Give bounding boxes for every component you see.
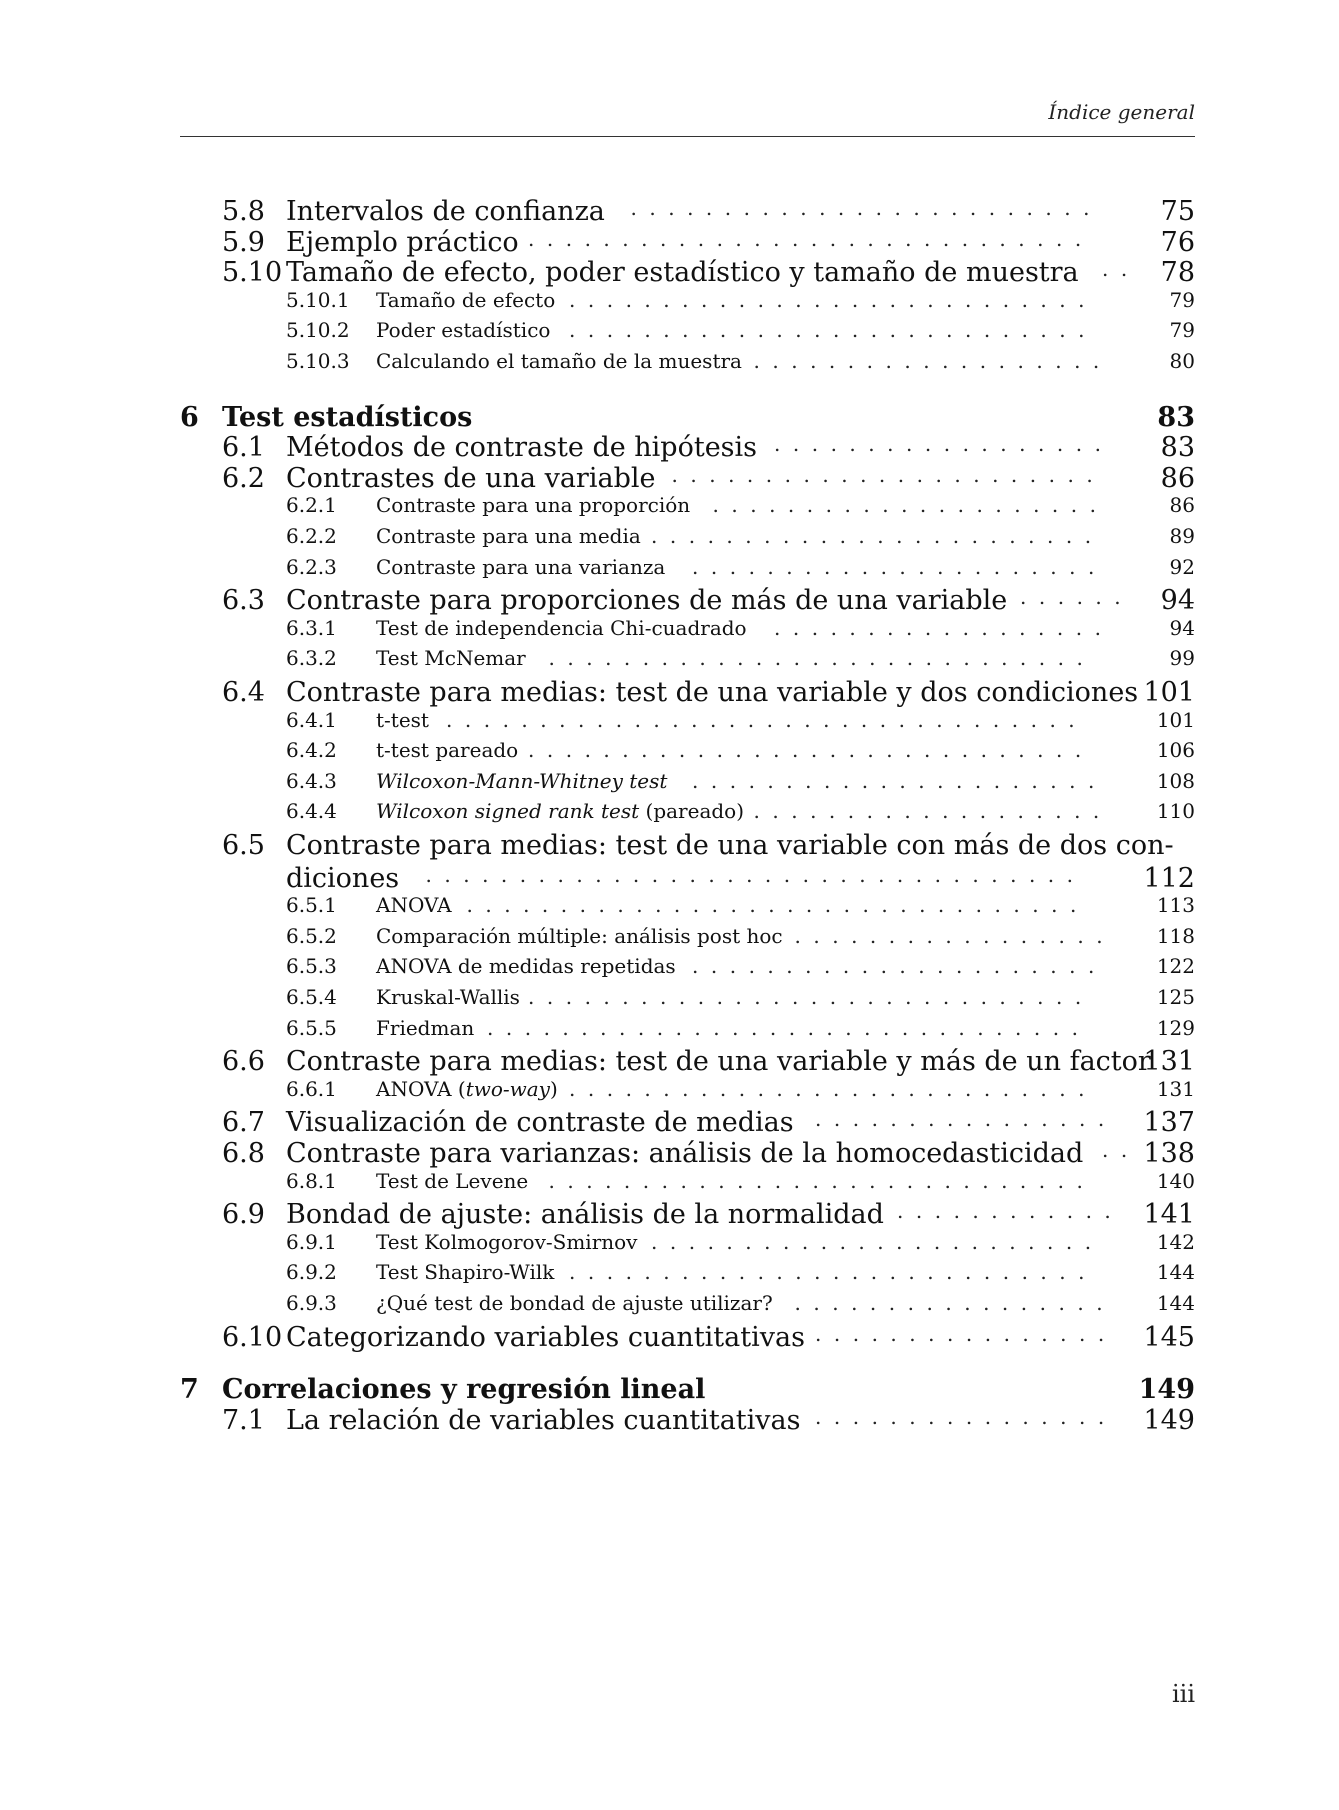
toc-page-number: 75	[1160, 196, 1195, 227]
toc-title: Test estadísticos	[222, 401, 473, 433]
toc-leader-dots: ........................	[651, 1229, 1104, 1254]
toc-leader-dots: ........................	[651, 524, 1104, 548]
toc-page-number: 94	[1160, 585, 1195, 617]
toc-number: 6.6.1	[286, 1076, 337, 1101]
toc-title: ANOVA de medidas repetidas	[376, 954, 676, 979]
toc-leader-dots: .......................	[671, 462, 1106, 487]
toc-number: 7	[180, 1374, 199, 1406]
toc-leader-dots: ..	[1102, 257, 1140, 282]
toc-page-number: 86	[1169, 493, 1195, 518]
toc-page-number: 113	[1156, 893, 1195, 918]
toc-leader-dots: ......................	[692, 768, 1107, 793]
toc-page-number: 149	[1143, 1404, 1195, 1436]
toc-title: La relación de variables cuantitativas	[286, 1404, 801, 1436]
toc-subsection[interactable]	[0, 555, 1339, 590]
toc-page-number: 118	[1156, 923, 1195, 948]
toc-number: 6.4.1	[286, 707, 337, 732]
toc-number: 6.1	[222, 432, 265, 464]
toc-title: Test Shapiro-Wilk	[376, 1260, 555, 1285]
toc-leader-dots: .........................	[630, 196, 1102, 220]
toc-title: Contraste para medias: test de una variable y dos condiciones	[286, 677, 1139, 708]
toc-title: Contraste para medias: test de una variable con más de dos con-	[286, 830, 1174, 861]
toc-title: Contraste para una media	[376, 524, 641, 548]
toc-section[interactable]	[0, 1107, 1339, 1142]
toc-title: Kruskal-Wallis	[376, 985, 520, 1009]
toc-title: Wilcoxon-Mann-Whitney test	[376, 768, 668, 793]
toc-leader-dots: ..............................	[528, 226, 1094, 251]
toc-number: 6.3.2	[286, 646, 337, 671]
toc-leader-dots: ...................................	[425, 862, 1086, 887]
toc-number: 6.4.2	[286, 738, 337, 763]
toc-page-number: 149	[1138, 1374, 1195, 1406]
toc-section[interactable]	[0, 227, 1339, 262]
toc-page-number: 76	[1160, 226, 1195, 258]
toc-section[interactable]	[0, 585, 1339, 620]
toc-page-number: 89	[1169, 524, 1195, 548]
toc-number: 6.3.1	[286, 615, 337, 640]
toc-title: Contraste para varianzas: análisis de la homocedasticidad	[286, 1138, 1084, 1169]
toc-number: 6.8.1	[286, 1168, 337, 1193]
toc-leader-dots: ................................	[487, 1015, 1091, 1040]
toc-leader-dots: ..............................	[528, 985, 1094, 1009]
running-header: Índice general	[1048, 100, 1195, 124]
toc-subsection[interactable]	[0, 924, 1339, 959]
toc-leader-dots: .............................	[548, 1168, 1096, 1193]
toc-title: Tamaño de efecto	[376, 287, 556, 312]
toc-section[interactable]	[0, 463, 1339, 498]
toc-number: 5.9	[222, 226, 265, 258]
toc-section[interactable]	[0, 863, 1339, 898]
toc-title: Contraste para proporciones de más de una variable	[286, 585, 1008, 617]
page-number: iii	[1171, 1680, 1195, 1708]
toc-number: 6.10	[222, 1321, 283, 1353]
toc-subsection[interactable]	[0, 616, 1339, 651]
toc-number: 6.5.1	[286, 893, 337, 918]
toc-section[interactable]	[0, 1322, 1339, 1357]
toc-title: Calculando el tamaño de la muestra	[376, 349, 742, 373]
toc-number: 6.2.2	[286, 524, 337, 548]
toc-page-number: 140	[1156, 1168, 1195, 1193]
toc-number: 6.5.2	[286, 923, 337, 948]
toc-leader-dots: ................	[815, 1404, 1117, 1429]
toc-page-number: 138	[1143, 1138, 1195, 1169]
toc-number: 5.8	[222, 196, 265, 227]
toc-title: Test Kolmogorov-Smirnov	[376, 1229, 638, 1254]
toc-section[interactable]	[0, 1138, 1339, 1173]
toc-leader-dots: ......	[1020, 585, 1134, 610]
toc-number: 6.4.3	[286, 768, 337, 793]
toc-page-number: 86	[1160, 462, 1195, 494]
toc-subsection[interactable]	[0, 1169, 1339, 1204]
toc-number: 5.10.2	[286, 318, 350, 343]
toc-page-number: 141	[1143, 1199, 1195, 1231]
toc-page-number: 137	[1143, 1107, 1195, 1139]
toc-title: Test de Levene	[376, 1168, 529, 1193]
toc-page-number: 144	[1156, 1260, 1195, 1285]
toc-section[interactable]	[0, 677, 1339, 712]
toc-section[interactable]	[0, 1199, 1339, 1234]
toc-page-number: 142	[1156, 1229, 1195, 1254]
toc-page-number: 83	[1160, 432, 1195, 464]
toc-number: 6.2	[222, 462, 265, 494]
toc-subsection[interactable]	[0, 799, 1339, 834]
toc-leader-dots: .................	[794, 923, 1116, 948]
toc-leader-dots: .................................	[466, 893, 1089, 918]
toc-number: 6.6	[222, 1046, 265, 1078]
toc-title: Ejemplo práctico	[286, 226, 519, 258]
toc-title-continuation: diciones	[286, 862, 400, 894]
toc-subsection[interactable]	[0, 1260, 1339, 1295]
toc-subsection[interactable]	[0, 646, 1339, 681]
toc-leader-dots: ............................	[569, 287, 1098, 312]
toc-page-number: 125	[1156, 985, 1195, 1009]
toc-number: 6.7	[222, 1107, 265, 1139]
toc-number: 6.4.4	[286, 799, 337, 824]
toc-subsection[interactable]	[0, 318, 1339, 353]
toc-page-number: 110	[1156, 799, 1195, 824]
toc-title: Visualización de contraste de medias	[286, 1107, 794, 1139]
toc-section[interactable]	[0, 1405, 1339, 1440]
toc-leader-dots: ..............................	[528, 738, 1094, 763]
toc-title: Contrastes de una variable	[286, 462, 656, 494]
toc-page-number: 129	[1156, 1015, 1195, 1040]
toc-chapter[interactable]	[0, 402, 1339, 437]
toc-title: t-test	[376, 707, 429, 732]
toc-title: Poder estadístico	[376, 318, 551, 343]
toc-title: Tamaño de efecto, poder estadístico y tamaño de muestra	[286, 257, 1079, 289]
toc-subsection[interactable]	[0, 1016, 1339, 1051]
toc-page-number: 78	[1160, 257, 1195, 289]
toc-subsection[interactable]	[0, 524, 1339, 559]
toc-number: 6.5.4	[286, 985, 337, 1009]
toc-title: ANOVA	[376, 893, 452, 918]
toc-title: ¿Qué test de bondad de ajuste utilizar?	[376, 1291, 773, 1315]
toc-leader-dots: ..................................	[446, 707, 1088, 732]
toc-page-number: 122	[1156, 954, 1195, 979]
toc-subsection[interactable]	[0, 493, 1339, 528]
toc-leader-dots: ...................	[753, 349, 1112, 373]
toc-number: 6.8	[222, 1138, 265, 1169]
toc-subsection[interactable]	[0, 893, 1339, 928]
toc-page-number: 79	[1169, 287, 1195, 312]
toc-number: 6.9	[222, 1199, 265, 1231]
toc-subsection[interactable]	[0, 288, 1339, 323]
toc-title: t-test pareado	[376, 738, 519, 763]
toc-page-number: 101	[1156, 707, 1195, 732]
toc-number: 6	[180, 401, 199, 433]
toc-page-number: 106	[1156, 738, 1195, 763]
toc-subsection[interactable]	[0, 708, 1339, 743]
toc-page-number: 145	[1143, 1321, 1195, 1353]
toc-leader-dots: ..	[1102, 1138, 1140, 1162]
toc-title: Métodos de contraste de hipótesis	[286, 432, 758, 464]
toc-chapter[interactable]	[0, 1374, 1339, 1409]
toc-page-number: 131	[1156, 1076, 1195, 1101]
toc-number: 6.5	[222, 830, 265, 861]
toc-subsection[interactable]	[0, 769, 1339, 804]
toc-page-number: 144	[1156, 1291, 1195, 1315]
toc-leader-dots: .................	[794, 1291, 1116, 1315]
toc-number: 5.10.3	[286, 349, 350, 373]
toc-section[interactable]	[0, 830, 1339, 865]
toc-subsection[interactable]	[0, 1291, 1339, 1326]
toc-subsection[interactable]	[0, 985, 1339, 1020]
toc-title: Contraste para medias: test de una variable y más de un factor	[286, 1046, 1151, 1078]
toc-title: Bondad de ajuste: análisis de la normalidad	[286, 1199, 884, 1231]
toc-number: 5.10	[222, 257, 283, 289]
toc-leader-dots: ..................	[774, 432, 1114, 457]
toc-title: ANOVA (two-way)	[376, 1076, 558, 1101]
toc-leader-dots: .............................	[548, 646, 1096, 671]
toc-leader-dots: ............	[897, 1199, 1124, 1224]
toc-title: Friedman	[376, 1015, 475, 1040]
toc-title: Correlaciones y regresión lineal	[222, 1374, 706, 1406]
toc-title: Contraste para una proporción	[376, 493, 691, 518]
toc-section[interactable]	[0, 432, 1339, 467]
toc-leader-dots: ......................	[692, 954, 1107, 979]
toc-page-number: 79	[1169, 318, 1195, 343]
toc-title: Comparación múltiple: análisis post hoc	[376, 923, 783, 948]
toc-page-number: 80	[1169, 349, 1195, 373]
toc-number: 5.10.1	[286, 287, 350, 312]
toc-title: Test de independencia Chi-cuadrado	[376, 615, 747, 640]
toc-subsection[interactable]	[0, 349, 1339, 384]
toc-number: 6.2.1	[286, 493, 337, 518]
toc-number: 6.3	[222, 585, 265, 617]
toc-section[interactable]	[0, 1046, 1339, 1081]
toc-title: Categorizando variables cuantitativas	[286, 1321, 805, 1353]
toc-title: Test McNemar	[376, 646, 526, 671]
toc-number: 6.5.3	[286, 954, 337, 979]
toc-section[interactable]	[0, 196, 1339, 231]
toc-leader-dots: ................	[815, 1321, 1117, 1346]
toc-leader-dots: ..................	[774, 615, 1114, 640]
toc-page-number: 94	[1169, 615, 1195, 640]
toc-number: 6.5.5	[286, 1015, 337, 1040]
toc-leader-dots: ...................	[753, 799, 1112, 824]
toc-number: 6.9.2	[286, 1260, 337, 1285]
toc-subsection[interactable]	[0, 954, 1339, 989]
toc-leader-dots: .....................	[712, 493, 1109, 518]
toc-page-number: 92	[1169, 554, 1195, 579]
toc-title: Intervalos de confianza	[286, 196, 605, 227]
toc-page-number: 108	[1156, 768, 1195, 793]
toc-number: 6.9.3	[286, 1291, 337, 1315]
toc-leader-dots: ............................	[569, 1260, 1098, 1285]
header-rule	[180, 136, 1195, 137]
toc-leader-dots: ............................	[569, 318, 1098, 343]
toc-number: 6.2.3	[286, 554, 337, 579]
toc-leader-dots: ................	[815, 1107, 1117, 1132]
toc-leader-dots: ......................	[692, 554, 1107, 579]
toc-subsection[interactable]	[0, 738, 1339, 773]
toc-page-number: 112	[1143, 862, 1195, 894]
toc-leader-dots: ............................	[569, 1076, 1098, 1101]
toc-page-number: 83	[1157, 401, 1195, 433]
toc-number: 6.4	[222, 677, 265, 708]
toc-subsection[interactable]	[0, 1077, 1339, 1112]
toc-subsection[interactable]	[0, 1230, 1339, 1265]
toc-title: Wilcoxon signed rank test (pareado)	[376, 799, 745, 824]
toc-page-number: 99	[1169, 646, 1195, 671]
toc-page-number: 101	[1143, 677, 1195, 708]
toc-number: 6.9.1	[286, 1229, 337, 1254]
toc-title: Contraste para una varianza	[376, 554, 666, 579]
toc-page-number: 131	[1143, 1046, 1195, 1078]
toc-section[interactable]	[0, 257, 1339, 292]
toc-number: 7.1	[222, 1404, 265, 1436]
